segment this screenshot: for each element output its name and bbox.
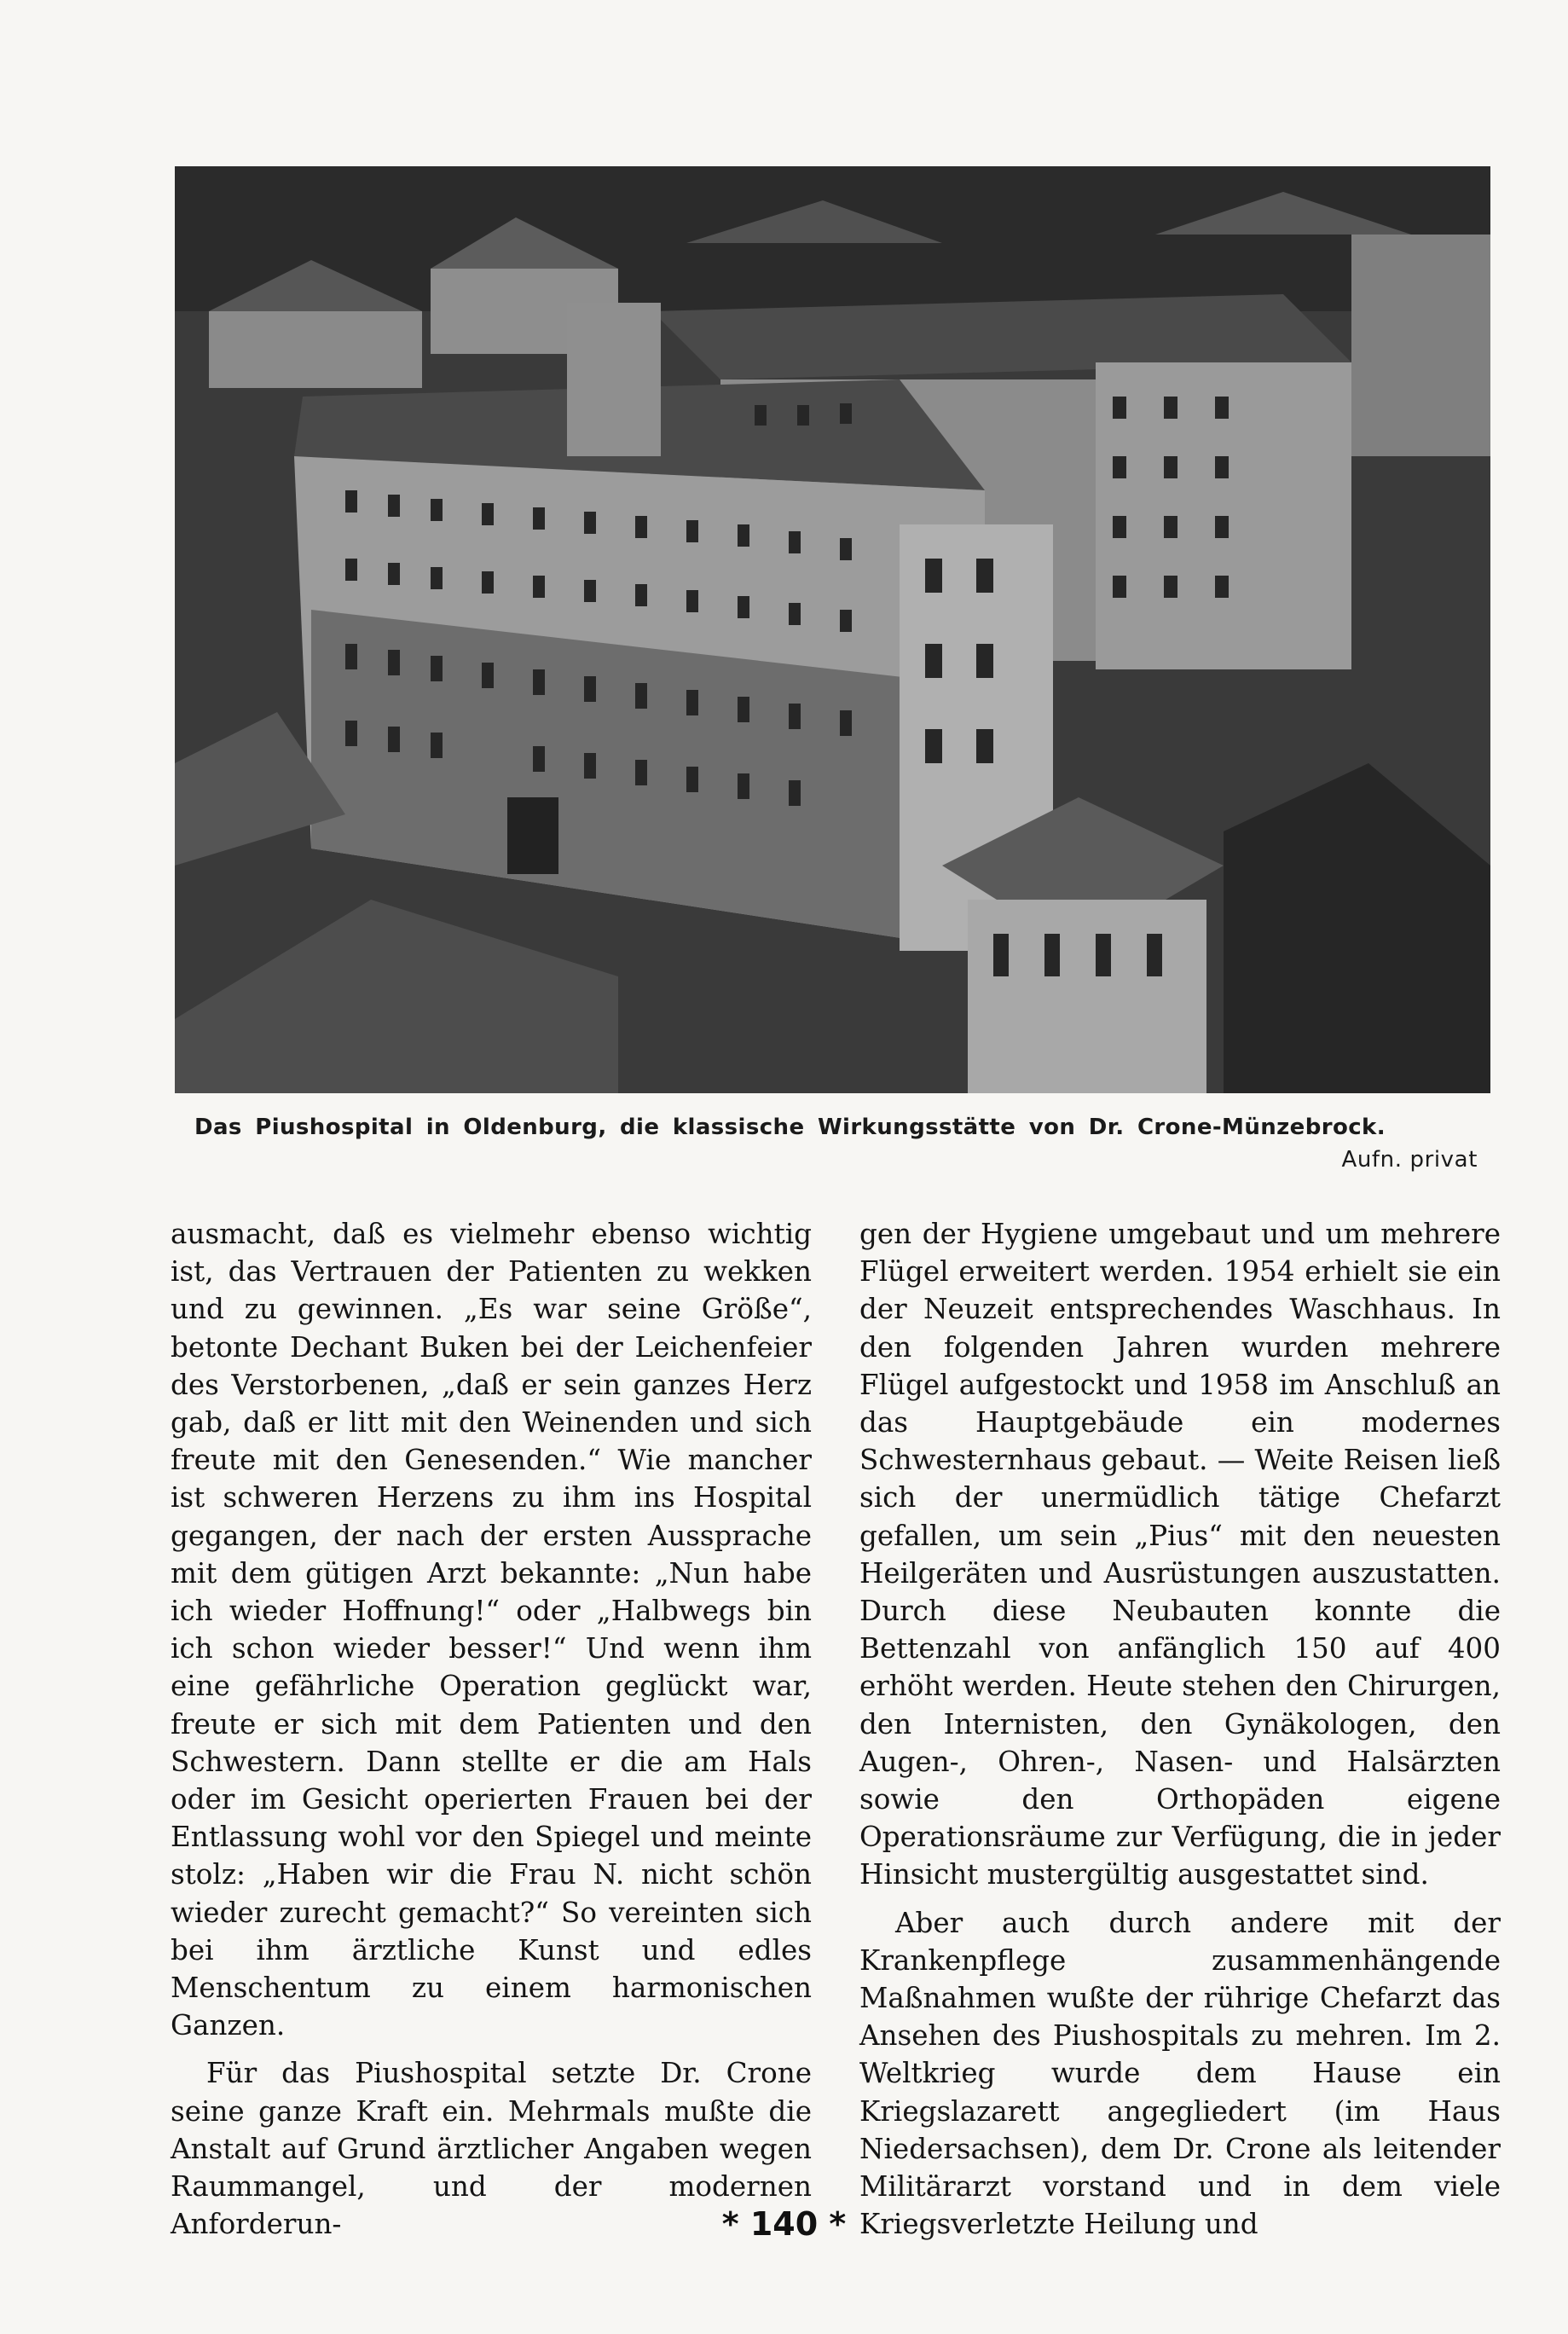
photo-caption: Das Piushospital in Oldenburg, die klassische Wirkungsstätte von Dr. Crone-Münzebrock. bbox=[194, 1115, 1386, 1140]
page-number: * 140 * bbox=[721, 2205, 847, 2243]
paragraph: Aber auch durch andere mit der Krankenpflege zusammenhängende Maßnahmen wußte der rührige Chefarzt das Ansehen des Piushospitals zu mehren. Im 2. Weltkrieg wurde dem Hause ein Kriegslazarett angegliedert (im Haus Niedersachsen), dem Dr. Crone als leitender Militärarzt vorstand und in dem viele Kriegsverletzte Heilung und bbox=[859, 1906, 1501, 2241]
paragraph: Für das Piushospital setzte Dr. Crone seine ganze Kraft ein. Mehrmals mußte die Anstalt auf Grund ärztlicher Angaben wegen Raummangel, und der modernen Anforderun- bbox=[171, 2057, 812, 2241]
hospital-photo-illustration bbox=[175, 166, 1490, 1093]
text-column-right bbox=[859, 1215, 1501, 2243]
paragraph: ausmacht, daß es vielmehr ebenso wichtig ist, das Vertrauen der Patienten zu wekken und zu gewinnen. „Es war seine Größe“, betonte Dechant Buken bei der Leichenfeier des Verstorbenen, „daß er sein ganzes Herz gab, daß er litt mit den Weinenden und sich freute mit den Genesenden.“ Wie mancher ist schweren Herzens zu ihm ins Hospital gegangen, der nach der ersten Aussprache mit dem gütigen Arzt bekannte: „Nun habe ich wieder Hoffnung!“ oder „Halbwegs bin ich schon wieder besser!“ Und wenn ihm eine gefährliche Operation geglückt war, freute er sich mit dem Patienten und den Schwestern. Dann stellte er die am Hals oder im Gesicht operierten Frauen bei der Entlassung wohl vor den Spiegel und meinte stolz: „Haben wir die Frau N. nicht schön wieder zurecht gemacht?“ So vereinten sich bei ihm ärztliche Kunst und edles Menschentum zu einem harmonischen Ganzen. bbox=[171, 1218, 812, 2042]
hospital-photograph bbox=[175, 166, 1490, 1093]
text-column-left bbox=[171, 1215, 812, 2243]
photo-credit: Aufn. privat bbox=[1341, 1147, 1478, 1173]
paragraph: gen der Hygiene umgebaut und um mehrere Flügel erweitert werden. 1954 erhielt sie ein der Neuzeit entsprechendes Waschhaus. In den folgenden Jahren wurden mehrere Flügel aufgestockt und 1958 im Anschluß an das Hauptgebäude ein modernes Schwesternhaus gebaut. — Weite Reisen ließ sich der unermüdlich tätige Chefarzt gefallen, um sein „Pius“ mit den neuesten Heilgeräten und Ausrüstungen auszustatten. Durch diese Neubauten konnte die Bettenzahl von anfänglich 150 auf 400 erhöht werden. Heute stehen den Chirurgen, den Internisten, den Gynäkologen, den Augen-, Ohren-, Nasen- und Halsärzten sowie den Orthopäden eigene Operationsräume zur Verfügung, die in jeder Hinsicht mustergültig ausgestattet sind. bbox=[859, 1218, 1501, 1891]
